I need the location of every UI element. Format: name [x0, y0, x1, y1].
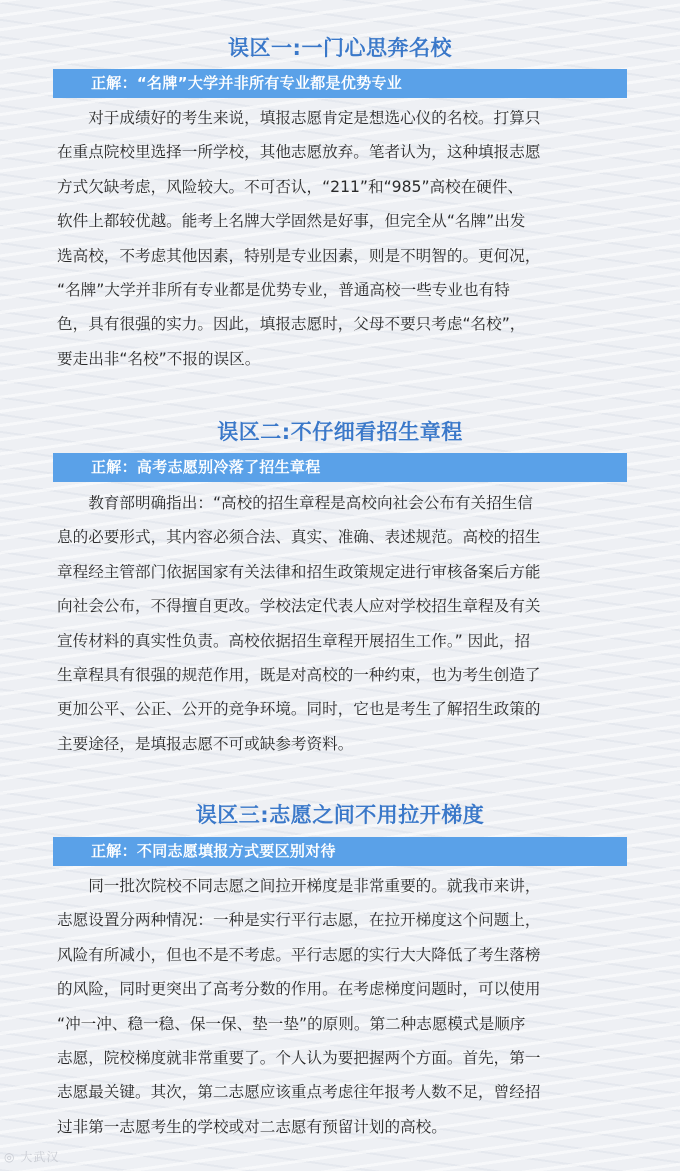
section-1-title: 误区一:一门心思奔名校 [228, 36, 452, 60]
paragraph-line: 主要途径，是填报志愿不可或缺参考资料。 [57, 734, 354, 753]
paragraph-line: 对于成绩好的考生来说，填报志愿肯定是想选心仪的名校。打算只 [57, 109, 541, 127]
paragraph-line: 息的必要形式，其内容必须合法、真实、准确、表述规范。高校的招生 [57, 528, 541, 547]
paragraph-line: 色，具有很强的实力。因此，填报志愿时，父母不要只考虑“名校”， [57, 315, 526, 334]
paragraph-line: 志愿设置分两种情况：一种是实行平行志愿，在拉开梯度这个问题上， [57, 911, 541, 930]
paragraph-line: 章程经主管部门依据国家有关法律和招生政策规定进行审核备案后方能 [57, 562, 541, 581]
paragraph-line: 选高校，不考虑其他因素，特别是专业因素，则是不明智的。更何况， [57, 246, 541, 265]
watermark-icon: ◎ [4, 1150, 16, 1164]
section-2-subtitle-bar: 正解：高考志愿别冷落了招生章程 [53, 453, 627, 482]
paragraph-line: 的风险，同时更突出了高考分数的作用。在考虑梯度问题时，可以使用 [57, 980, 541, 999]
section-2-title: 误区二:不仔细看招生章程 [217, 420, 463, 444]
section-1-subtitle-bar: 正解：“名牌”大学并非所有专业都是优势专业 [53, 69, 627, 98]
paragraph-line: 向社会公布，不得擅自更改。学校法定代表人应对学校招生章程及有关 [57, 597, 541, 616]
paragraph-line: “冲一冲、稳一稳、保一保、垫一垫”的原则。第二种志愿模式是顺序 [57, 1014, 526, 1033]
section-3-paragraph [57, 869, 620, 1144]
paragraph-line: 宣传材料的真实性负责。高校依据招生章程开展招生工作。” 因此，招 [57, 631, 531, 650]
paragraph-line: 软件上都较优越。能考上名牌大学固然是好事，但完全从“名牌”出发 [57, 212, 526, 231]
paragraph-line: 方式欠缺考虑，风险较大。不可否认，“211”和“985”高校在硬件、 [57, 177, 524, 196]
section-1-paragraph [57, 101, 620, 376]
watermark-logo [4, 1148, 59, 1165]
paragraph-line: 生章程具有很强的规范作用，既是对高校的一种约束，也为考生创造了 [57, 665, 541, 684]
paragraph-line: 风险有所减小，但也不是不考虑。平行志愿的实行大大降低了考生落榜 [57, 945, 541, 964]
section-2-paragraph [57, 486, 620, 761]
paragraph-line: 过非第一志愿考生的学校或对二志愿有预留计划的高校。 [57, 1117, 447, 1136]
paragraph-line: 同一批次院校不同志愿之间拉开梯度是非常重要的。就我市来讲， [57, 877, 541, 895]
paragraph-line: 在重点院校里选择一所学校，其他志愿放弃。笔者认为，这种填报志愿 [57, 143, 541, 162]
paragraph-line: 志愿，院校梯度就非常重要了。个人认为要把握两个方面。首先，第一 [57, 1048, 541, 1067]
section-3-title: 误区三:志愿之间不用拉开梯度 [195, 803, 485, 827]
watermark-text: 大武汉 [20, 1150, 60, 1164]
paragraph-line: 更加公平、公正、公开的竞争环境。同时，它也是考生了解招生政策的 [57, 700, 541, 719]
paragraph-line: 志愿最关键。其次，第二志愿应该重点考虑往年报考人数不足，曾经招 [57, 1083, 541, 1102]
paragraph-line: 要走出非“名校”不报的误区。 [57, 349, 261, 368]
section-3-subtitle-bar: 正解：不同志愿填报方式要区别对待 [53, 837, 627, 866]
paragraph-line: 教育部明确指出：“高校的招生章程是高校向社会公布有关招生信 [57, 494, 533, 512]
paragraph-line: “名牌”大学并非所有专业都是优势专业，普通高校一些专业也有特 [57, 280, 510, 299]
